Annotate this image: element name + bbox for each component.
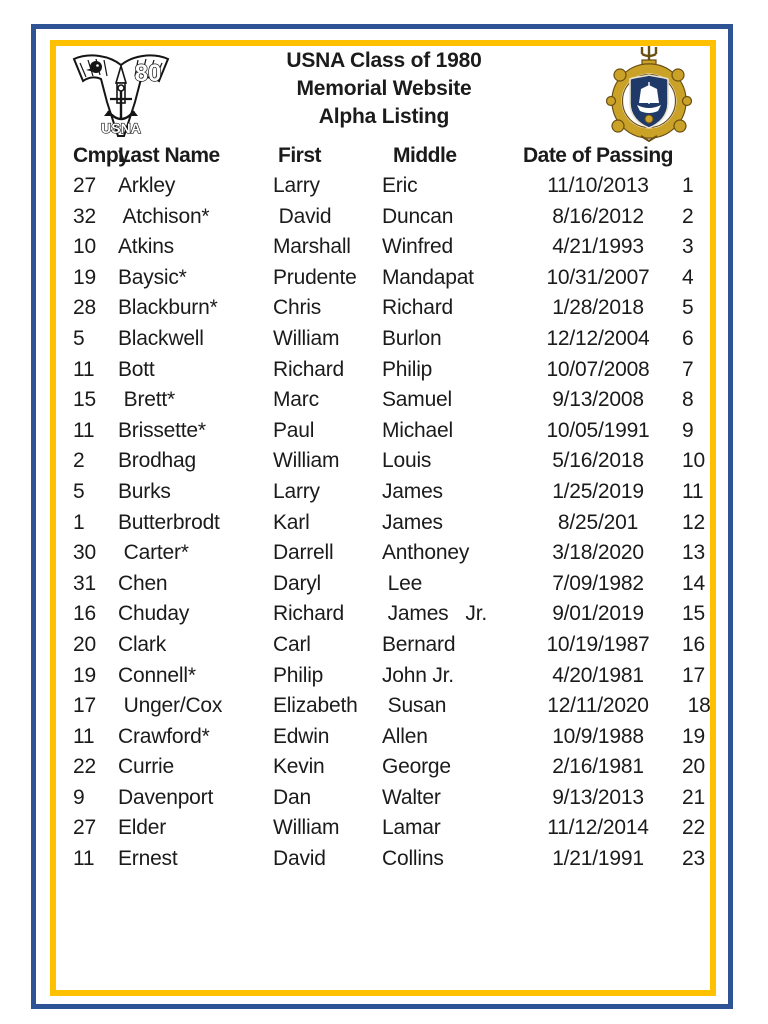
cell-company: 15 [73,388,96,412]
cell-company: 5 [73,326,85,350]
cell-date-of-passing: 10/31/2007 [546,265,650,289]
cell-row-number: 5 [682,296,694,320]
cell-row-number: 17 [682,663,705,687]
cell-middle-name: Duncan [382,204,454,228]
cell-middle-name: Samuel [382,388,453,412]
cell-middle-name: Bernard [382,632,456,656]
cell-row-number: 16 [682,632,705,656]
memorial-roster-table [73,142,713,875]
cell-date-of-passing: 3/18/2020 [552,541,644,565]
cell-first-name: David [273,847,326,871]
cell-last-name: Baysic* [118,265,187,289]
cell-middle-name: Philip [382,357,433,381]
cell-row-number: 23 [682,847,705,871]
table-row [73,691,713,722]
cell-date-of-passing: 1/25/2019 [552,479,644,503]
cell-middle-name: James Jr. [382,602,487,626]
cell-date-of-passing: 9/01/2019 [552,602,644,626]
cell-last-name: Arkley [118,174,176,197]
title-line-2: Memorial Website [296,77,472,100]
title-line-1: USNA Class of 1980 [286,49,482,72]
cell-date-of-passing: 9/13/2008 [552,388,644,412]
cell-company: 20 [73,632,96,656]
cell-company: 11 [73,724,95,748]
cell-date-of-passing: 9/13/2013 [552,785,644,809]
table-row [73,416,713,447]
cell-middle-name: Mandapat [382,265,474,289]
cell-date-of-passing: 7/09/1982 [552,571,644,595]
cell-company: 27 [73,174,96,197]
table-row [73,538,713,569]
cell-first-name: Edwin [273,724,330,748]
cell-first-name: Prudente [273,265,357,289]
cell-company: 5 [73,479,85,503]
cell-first-name: Paul [273,418,315,442]
cell-last-name: Burks [118,479,171,503]
cell-company: 11 [73,357,95,381]
cell-date-of-passing: 1/28/2018 [552,296,644,320]
col-header-last-name: Last Name [118,144,220,167]
cell-last-name: Carter* [118,541,189,565]
cell-company: 27 [73,816,96,840]
cell-date-of-passing: 1/21/1991 [552,847,644,871]
cell-company: 19 [73,663,96,687]
cell-first-name: Marc [273,388,319,412]
cell-company: 1 [73,510,85,534]
table-row [73,722,713,753]
table-row [73,355,713,386]
cell-middle-name: Collins [382,847,444,871]
cell-first-name: William [273,326,340,350]
cell-row-number: 18 [682,694,711,718]
cell-last-name: Brissette* [118,418,206,442]
cell-last-name: Connell* [118,663,196,687]
cell-date-of-passing: 10/07/2008 [546,357,650,381]
cell-middle-name: James [382,479,443,503]
cell-last-name: Brett* [118,388,175,412]
cell-first-name: William [273,816,340,840]
cell-row-number: 8 [682,388,694,412]
cell-date-of-passing: 5/16/2018 [552,449,644,473]
cell-last-name: Atkins [118,235,174,259]
cell-middle-name: Eric [382,174,418,197]
cell-middle-name: Allen [382,724,428,748]
cell-company: 31 [73,571,96,595]
cell-last-name: Chen [118,571,168,595]
cell-row-number: 7 [682,357,694,381]
cell-company: 11 [73,847,95,871]
table-header-row [73,142,713,171]
cell-company: 32 [73,204,96,228]
col-header-middle-name: Middle [393,144,457,167]
cell-company: 19 [73,265,96,289]
cell-last-name: Blackburn* [118,296,218,320]
cell-company: 30 [73,541,96,565]
cell-first-name: Kevin [273,755,325,779]
table-row [73,171,713,202]
cell-company: 28 [73,296,96,320]
cell-first-name: Chris [273,296,322,320]
cell-middle-name: Lee [382,571,423,595]
cell-last-name: Unger/Cox [118,694,223,718]
crest-usna-text: USNA [101,120,141,136]
cell-row-number: 1 [682,174,694,197]
cell-first-name: Larry [273,479,320,503]
cell-first-name: Daryl [273,571,322,595]
cell-last-name: Chuday [118,602,190,626]
title-line-3: Alpha Listing [318,105,450,128]
cell-date-of-passing: 4/20/1981 [552,663,644,687]
cell-first-name: Richard [273,602,344,626]
cell-row-number: 20 [682,755,705,779]
cell-row-number: 21 [682,785,705,809]
cell-row-number: 6 [682,326,694,350]
cell-date-of-passing: 10/9/1988 [552,724,644,748]
table-row [73,844,713,875]
cell-row-number: 10 [682,449,705,473]
crest-80-text: 80 [134,60,162,87]
cell-first-name: David [273,204,332,228]
cell-company: 17 [73,694,96,718]
cell-date-of-passing: 2/16/1981 [552,755,644,779]
cell-date-of-passing: 11/10/2013 [547,174,649,197]
cell-last-name: Atchison* [118,204,210,228]
cell-date-of-passing: 12/11/2020 [547,694,649,718]
cell-last-name: Butterbrodt [118,510,220,534]
cell-middle-name: James [382,510,443,534]
cell-date-of-passing: 12/12/2004 [546,326,650,350]
cell-last-name: Bott [118,357,155,381]
cell-last-name: Currie [118,755,174,779]
table-row [73,202,713,233]
cell-last-name: Crawford* [118,724,210,748]
cell-middle-name: Susan [382,694,447,718]
cell-middle-name: Anthoney [382,541,470,565]
cell-middle-name: Walter [382,785,441,809]
cell-middle-name: John Jr. [382,663,454,687]
col-header-index [676,142,713,171]
table-row [73,661,713,692]
cell-middle-name: Louis [382,449,432,473]
cell-row-number: 4 [682,265,694,289]
cell-first-name: Marshall [273,235,351,259]
cell-middle-name: George [382,755,451,779]
cell-row-number: 19 [682,724,705,748]
table-row [73,263,713,294]
cell-row-number: 15 [682,602,705,626]
cell-date-of-passing: 10/05/1991 [546,418,650,442]
page-title [0,47,768,131]
cell-row-number: 3 [682,235,694,259]
cell-company: 16 [73,602,96,626]
cell-first-name: Darrell [273,541,334,565]
cell-date-of-passing: 8/16/2012 [552,204,644,228]
table-row [73,232,713,263]
cell-last-name: Elder [118,816,167,840]
table-row [73,324,713,355]
cell-middle-name: Winfred [382,235,453,259]
cell-first-name: Philip [273,663,324,687]
cell-company: 9 [73,785,85,809]
cell-row-number: 9 [682,418,694,442]
cell-last-name: Davenport [118,785,214,809]
cell-first-name: Elizabeth [273,694,358,718]
cell-first-name: Larry [273,174,320,197]
cell-date-of-passing: 10/19/1987 [546,632,650,656]
table-row [73,569,713,600]
table-row [73,630,713,661]
table-row [73,446,713,477]
table-row [73,508,713,539]
table-row [73,783,713,814]
cell-last-name: Ernest [118,847,178,871]
cell-middle-name: Michael [382,418,453,442]
table-row [73,752,713,783]
cell-company: 11 [73,418,95,442]
cell-last-name: Clark [118,632,167,656]
table-row [73,293,713,324]
cell-date-of-passing: 8/25/201 [557,510,639,534]
col-header-first-name: First [278,144,322,167]
cell-first-name: Richard [273,357,344,381]
cell-middle-name: Richard [382,296,453,320]
col-header-cmpy: Cmpy [73,144,130,167]
cell-row-number: 12 [682,510,705,534]
cell-company: 2 [73,449,85,473]
table-row [73,599,713,630]
table-row [73,385,713,416]
col-header-date-of-passing: Date of Passing [522,144,674,167]
cell-row-number: 2 [682,204,694,228]
cell-row-number: 22 [682,816,705,840]
cell-row-number: 11 [682,479,704,503]
cell-date-of-passing: 4/21/1993 [552,235,644,259]
cell-first-name: Karl [273,510,310,534]
cell-middle-name: Burlon [382,326,442,350]
cell-row-number: 14 [682,571,705,595]
cell-company: 22 [73,755,96,779]
cell-row-number: 13 [682,541,705,565]
table-row [73,813,713,844]
cell-last-name: Blackwell [118,326,204,350]
cell-first-name: Dan [273,785,311,809]
cell-middle-name: Lamar [382,816,441,840]
cell-company: 10 [73,235,96,259]
cell-date-of-passing: 11/12/2014 [547,816,649,840]
cell-first-name: William [273,449,340,473]
table-row [73,477,713,508]
cell-last-name: Brodhag [118,449,196,473]
cell-first-name: Carl [273,632,311,656]
